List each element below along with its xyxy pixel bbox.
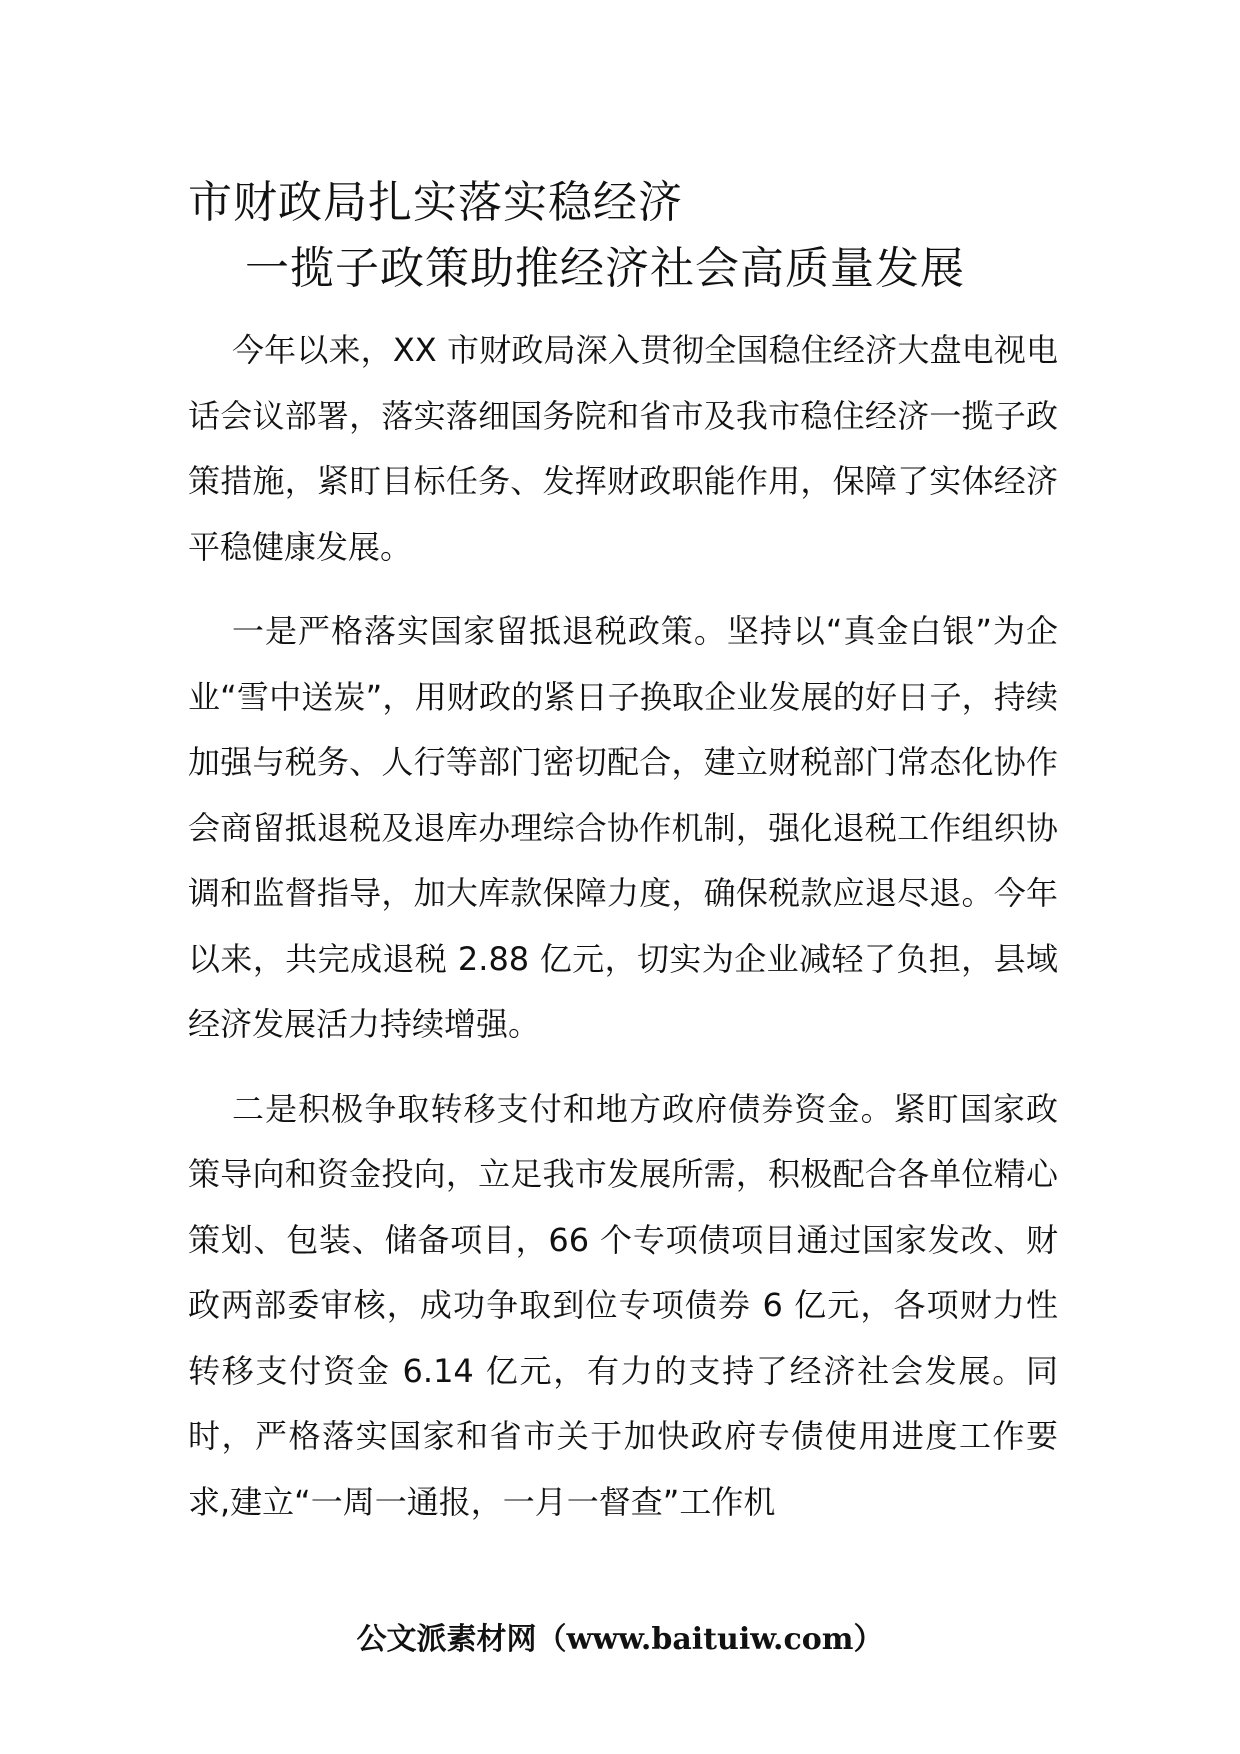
document-body (188, 318, 1058, 1554)
paragraph-intro: 今年以来，XX 市财政局深入贯彻全国稳住经济大盘电视电话会议部署，落实落细国务院和省市及我市稳住经济一揽子政策措施，紧盯目标任务、发挥财政职能作用，保障了实体经济平稳健康发展。 (188, 331, 1058, 566)
paragraph-tax-refund: 一是严格落实国家留抵退税政策。坚持以“真金白银”为企业“雪中送炭”，用财政的紧日子换取企业发展的好日子，持续加强与税务、人行等部门密切配合，建立财税部门常态化协作会商留抵退税及退库办理综合协作机制，强化退税工作组织协调和监督指导，加大库款保障力度，确保税款应退尽退。今年以来，共完成退税 2.88 亿元，切实为企业减轻了负担，县域经济发展活力持续增强。 (188, 612, 1058, 1043)
document-title (188, 170, 1068, 302)
paragraph-transfer-payments: 二是积极争取转移支付和地方政府债券资金。紧盯国家政策导向和资金投向，立足我市发展所需，积极配合各单位精心策划、包装、储备项目，66 个专项债项目通过国家发改、财政两部委审核，成功争取到位专项债券 6 亿元，各项财力性转移支付资金 6.14 亿元，有力的支持了经济社会发展。同时，严格落实国家和省市关于加快政府专债使用进度工作要求,建立“一周一通报，一月一督查”工作机 (188, 1089, 1058, 1521)
footer-watermark: 公文派素材网（www.baituiw.com） (356, 1622, 884, 1657)
title-line-1: 市财政局扎实落实稳经济 (188, 177, 683, 228)
title-line-2: 一揽子政策助推经济社会高质量发展 (245, 243, 965, 294)
